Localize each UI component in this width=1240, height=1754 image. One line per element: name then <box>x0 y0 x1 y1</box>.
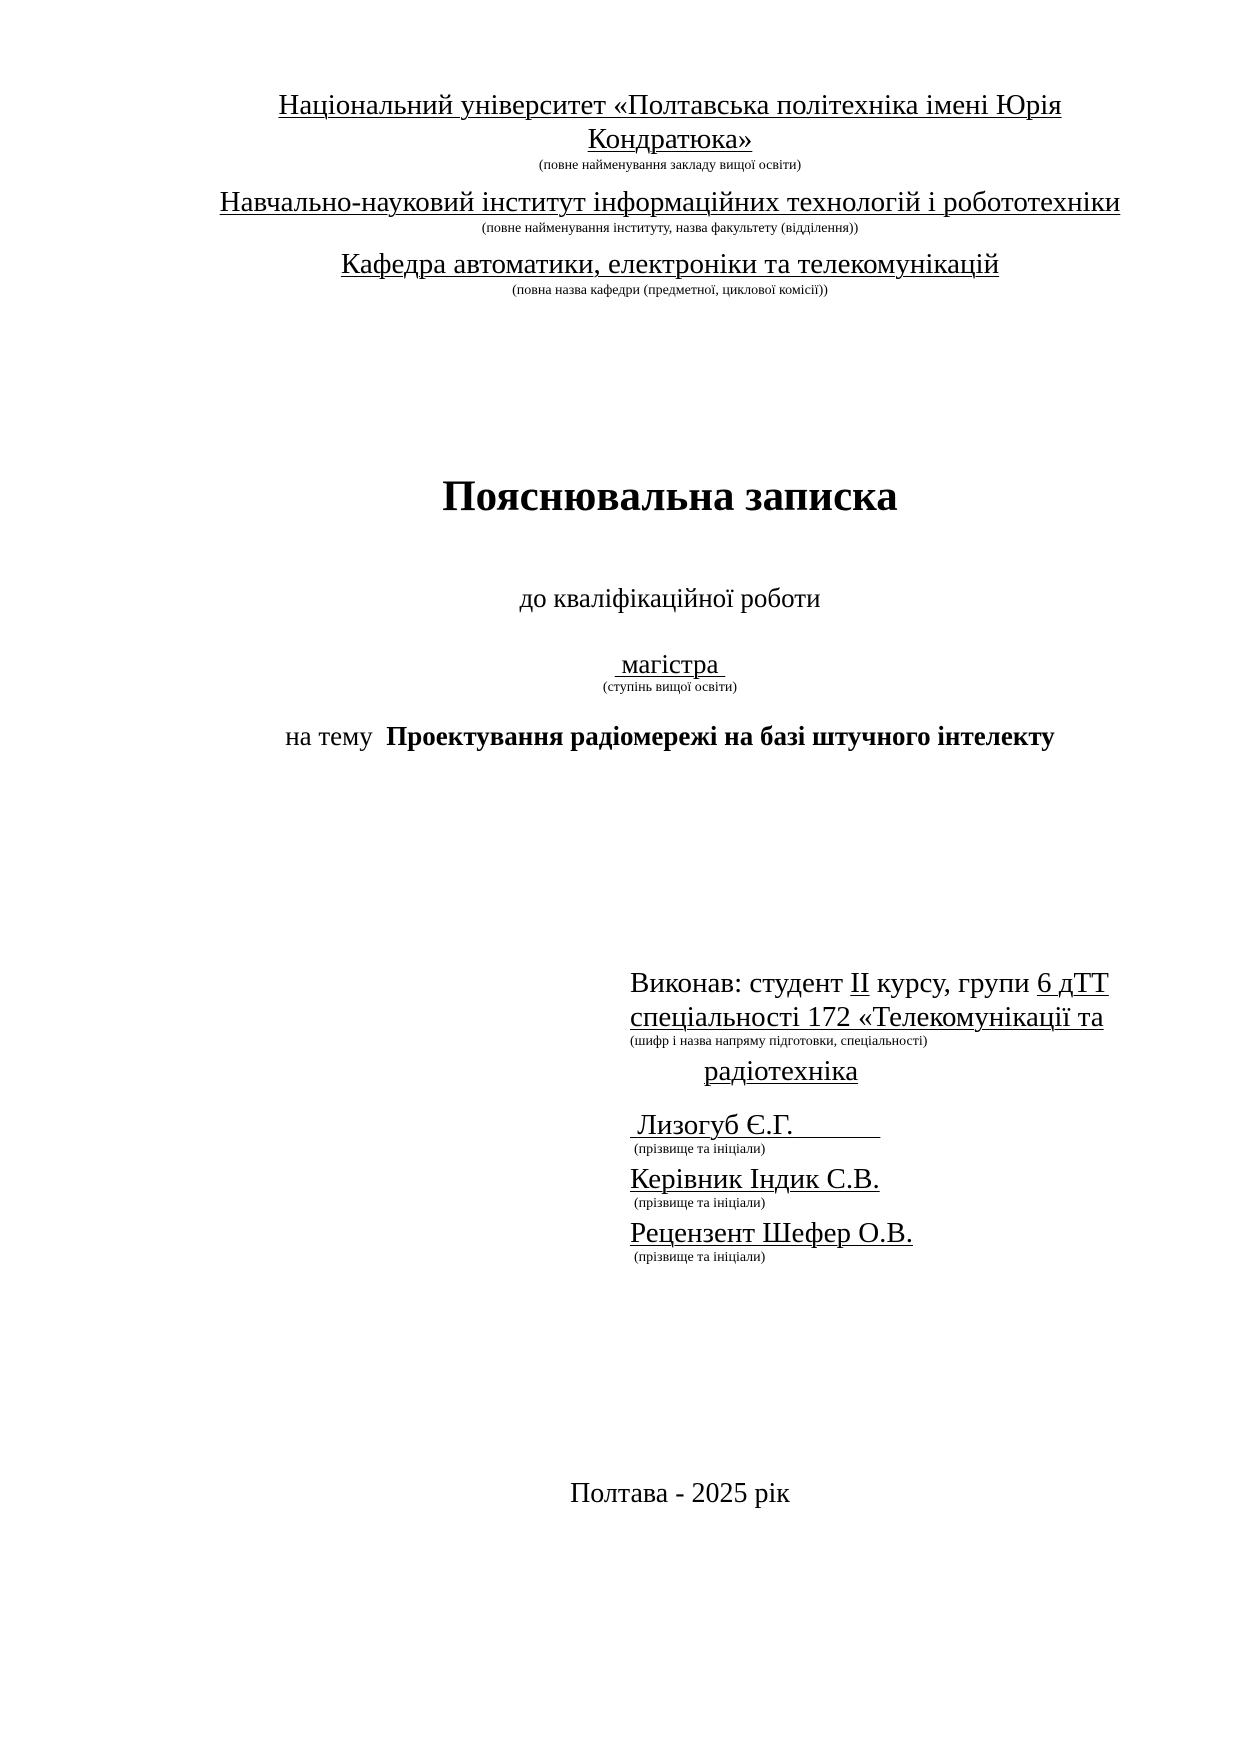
university-line-2: Кондратюка» <box>587 123 753 155</box>
reviewer-line <box>630 1216 1190 1250</box>
document-subtitle: до кваліфікаційної роботи <box>519 583 821 613</box>
student-name-line <box>630 1108 1190 1142</box>
signatures-block <box>630 966 1190 1266</box>
group-value: 6 дТТ <box>1036 967 1109 999</box>
topic-prefix: на тему <box>285 721 373 751</box>
supervisor-line <box>630 1162 1190 1196</box>
department-name: Кафедра автоматики, електроніки та телекомунікацій <box>340 248 1000 280</box>
institute-name: Навчально-науковий інститут інформаційних технологій і робототехніки <box>219 186 1121 218</box>
university-caption: (повне найменування закладу вищої освіти) <box>538 158 802 173</box>
university-line-1: Національний університет «Полтавська політехніка імені Юрія <box>278 89 1062 121</box>
specialty-value: спеціальності 172 «Телекомунікації та <box>630 1001 1104 1033</box>
degree-value: магістра <box>621 649 719 679</box>
header-block <box>150 88 1190 174</box>
specialty-value-2: радіотехніка <box>704 1055 859 1087</box>
degree-block <box>150 648 1190 696</box>
supervisor-name: Керівник Індик С.В. <box>630 1163 880 1195</box>
reviewer-caption: (прізвище та ініціали) <box>634 1250 766 1265</box>
specialty-caption: (шифр і назва напряму підготовки, спеціальності) <box>630 1034 928 1049</box>
topic-line <box>150 720 1190 752</box>
degree-caption: (ступінь вищої освіти) <box>602 680 738 695</box>
city-year: Полтава - 2025 рік <box>570 1478 790 1509</box>
department-caption: (повна назва кафедри (предметної, циклової комісії)) <box>512 283 828 298</box>
student-name: Лизогуб Є.Г. <box>637 1109 794 1141</box>
specialty-line-2 <box>704 1054 1190 1088</box>
institute-caption: (повне найменування інституту, назва факультету (відділення)) <box>481 221 859 236</box>
reviewer-name: Рецензент Шефер О.В. <box>630 1217 913 1249</box>
student-name-caption: (прізвище та ініціали) <box>634 1142 766 1157</box>
document-title: Пояснювальна записка <box>442 473 898 520</box>
topic-title: Проектування радіомережі на базі штучного інтелекту <box>386 721 1055 751</box>
course-value: II <box>850 967 870 999</box>
performed-line: Виконав: студент II курсу, групи 6 дТТ <box>630 967 1109 999</box>
specialty-line <box>630 1000 1190 1034</box>
supervisor-caption: (прізвище та ініціали) <box>634 1196 766 1211</box>
institute-block <box>150 185 1190 237</box>
department-block <box>150 247 1190 299</box>
